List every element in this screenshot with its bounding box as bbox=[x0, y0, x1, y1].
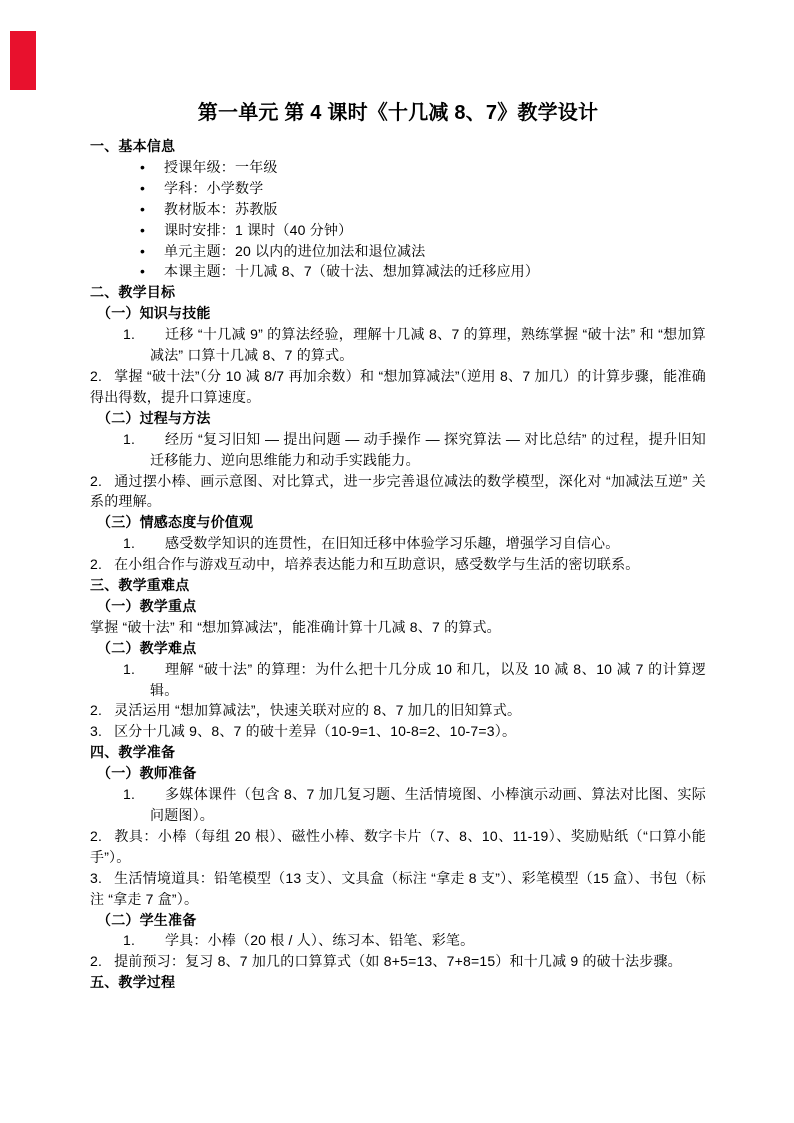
paragraph bbox=[90, 471, 706, 513]
list-number: 1. bbox=[123, 326, 136, 343]
paragraph-number: 3. bbox=[90, 723, 103, 740]
list-number: 1. bbox=[123, 932, 136, 949]
sub-heading-process-methods: （二）过程与方法 bbox=[97, 409, 211, 426]
paragraph-text: 掌握 “破十法” 和 “想加算减法”，能准确计算十几减 8、7 的算式。 bbox=[90, 618, 501, 635]
numbered-item-text: 理解 “破十法” 的算理：为什么把十几分成 10 和几，以及 10 减 8、10 减 7 的计算逻辑。 bbox=[150, 660, 706, 698]
paragraph bbox=[90, 366, 706, 408]
bullet-dot-icon: • bbox=[140, 200, 146, 217]
bullet-text: 本课主题：十几减 8、7（破十法、想加算减法的迁移应用） bbox=[164, 263, 540, 280]
numbered-item bbox=[90, 930, 706, 951]
bullet-item bbox=[90, 241, 706, 262]
bullet-text: 学科：小学数学 bbox=[164, 179, 264, 196]
bullet-dot-icon: • bbox=[140, 158, 146, 175]
numbered-item bbox=[90, 784, 706, 826]
list-number: 1. bbox=[123, 786, 136, 803]
bullet-text: 单元主题：20 以内的进位加法和退位减法 bbox=[164, 242, 426, 259]
paragraph-text: 生活情境道具：铅笔模型（13 支）、文具盒（标注 “拿走 8 支”）、彩笔模型（15 盒）、书包（标注 “拿走 7 盒”）。 bbox=[90, 869, 706, 907]
paragraph bbox=[90, 868, 706, 910]
sub-heading-key-points: （一）教学重点 bbox=[97, 597, 197, 614]
paragraph-number: 3. bbox=[90, 869, 103, 886]
section-heading-objectives: 二、教学目标 bbox=[90, 284, 176, 301]
bullet-item bbox=[90, 157, 706, 178]
bullet-dot-icon: • bbox=[140, 221, 146, 238]
sub-heading-teacher-preparation: （一）教师准备 bbox=[97, 765, 197, 782]
section-heading-key-difficult-points: 三、教学重难点 bbox=[90, 577, 190, 594]
section-heading-teaching-process: 五、教学过程 bbox=[90, 974, 176, 991]
paragraph bbox=[90, 721, 706, 742]
paragraph bbox=[90, 826, 706, 868]
bullet-item bbox=[90, 261, 706, 282]
bullet-dot-icon: • bbox=[140, 263, 146, 280]
bullet-text: 授课年级：一年级 bbox=[164, 158, 278, 175]
numbered-item-text: 迁移 “十几减 9” 的算法经验，理解十几减 8、7 的算理，熟练掌握 “破十法” 和 “想加算减法” 口算十几减 8、7 的算式。 bbox=[150, 326, 706, 364]
section-heading-preparation: 四、教学准备 bbox=[90, 744, 176, 761]
list-number: 1. bbox=[123, 535, 136, 552]
paragraph-number: 2. bbox=[90, 702, 103, 719]
numbered-item bbox=[90, 659, 706, 701]
paragraph-number: 2. bbox=[90, 953, 103, 970]
paragraph-text: 通过摆小棒、画示意图、对比算式，进一步完善退位减法的数学模型，深化对 “加减法互逆” 关系的理解。 bbox=[90, 472, 706, 510]
bullet-dot-icon: • bbox=[140, 179, 146, 196]
paragraph bbox=[90, 700, 706, 721]
paragraph-text: 区分十几减 9、8、7 的破十差异（10-9=1、10-8=2、10-7=3）。 bbox=[114, 723, 517, 740]
numbered-item-text: 经历 “复习旧知 — 提出问题 — 动手操作 — 探究算法 — 对比总结” 的过程，提升旧知迁移能力、逆向思维能力和动手实践能力。 bbox=[150, 430, 706, 468]
sub-heading-knowledge-skills: （一）知识与技能 bbox=[97, 305, 211, 322]
bullet-text: 教材版本：苏教版 bbox=[164, 200, 278, 217]
paragraph-text: 灵活运用 “想加算减法”，快速关联对应的 8、7 加几的旧知算式。 bbox=[114, 702, 522, 719]
numbered-item-text: 感受数学知识的连贯性，在旧知迁移中体验学习乐趣，增强学习自信心。 bbox=[165, 535, 620, 552]
numbered-item-text: 多媒体课件（包含 8、7 加几复习题、生活情境图、小棒演示动画、算法对比图、实际问题图）。 bbox=[150, 786, 706, 823]
paragraph-number: 2. bbox=[90, 556, 103, 573]
paragraph-text: 掌握 “破十法”（分 10 减 8/7 再加余数）和 “想加算减法”（逆用 8、7 加几）的计算步骤，能准确得出得数，提升口算速度。 bbox=[90, 367, 706, 405]
bullet-item bbox=[90, 199, 706, 220]
sub-heading-emotional-values: （三）情感态度与价值观 bbox=[97, 514, 254, 531]
paragraph-number: 2. bbox=[90, 472, 103, 489]
paragraph bbox=[90, 951, 706, 972]
paragraph-text: 在小组合作与游戏互动中，培养表达能力和互助意识，感受数学与生活的密切联系。 bbox=[114, 556, 640, 573]
numbered-item-text: 学具：小棒（20 根 / 人）、练习本、铅笔、彩笔。 bbox=[165, 932, 475, 949]
section-heading-basic-info: 一、基本信息 bbox=[90, 138, 176, 154]
paragraph-text: 教具：小棒（每组 20 根）、磁性小棒、数字卡片（7、8、10、11-19）、奖励贴纸（“口算小能手”）。 bbox=[90, 827, 706, 865]
paragraph-number: 2. bbox=[90, 367, 103, 384]
bullet-item bbox=[90, 178, 706, 199]
list-number: 1. bbox=[123, 430, 136, 447]
paragraph-number: 2. bbox=[90, 827, 103, 844]
document-body bbox=[90, 100, 706, 993]
red-marker bbox=[10, 31, 36, 90]
numbered-item bbox=[90, 533, 706, 554]
paragraph-text: 提前预习：复习 8、7 加几的口算算式（如 8+5=13、7+8=15）和十几减 9 的破十法步骤。 bbox=[114, 953, 682, 970]
numbered-item bbox=[90, 324, 706, 366]
numbered-item bbox=[90, 429, 706, 471]
bullet-text: 课时安排：1 课时（40 分钟） bbox=[164, 221, 353, 238]
sub-heading-difficult-points: （二）教学难点 bbox=[97, 639, 197, 656]
doc-title: 第一单元 第 4 课时《十几减 8、7》教学设计 bbox=[197, 102, 599, 124]
sub-heading-student-preparation: （二）学生准备 bbox=[97, 911, 197, 928]
list-number: 1. bbox=[123, 660, 136, 677]
bullet-item bbox=[90, 220, 706, 241]
bullet-dot-icon: • bbox=[140, 242, 146, 259]
paragraph bbox=[90, 617, 706, 638]
paragraph bbox=[90, 554, 706, 575]
